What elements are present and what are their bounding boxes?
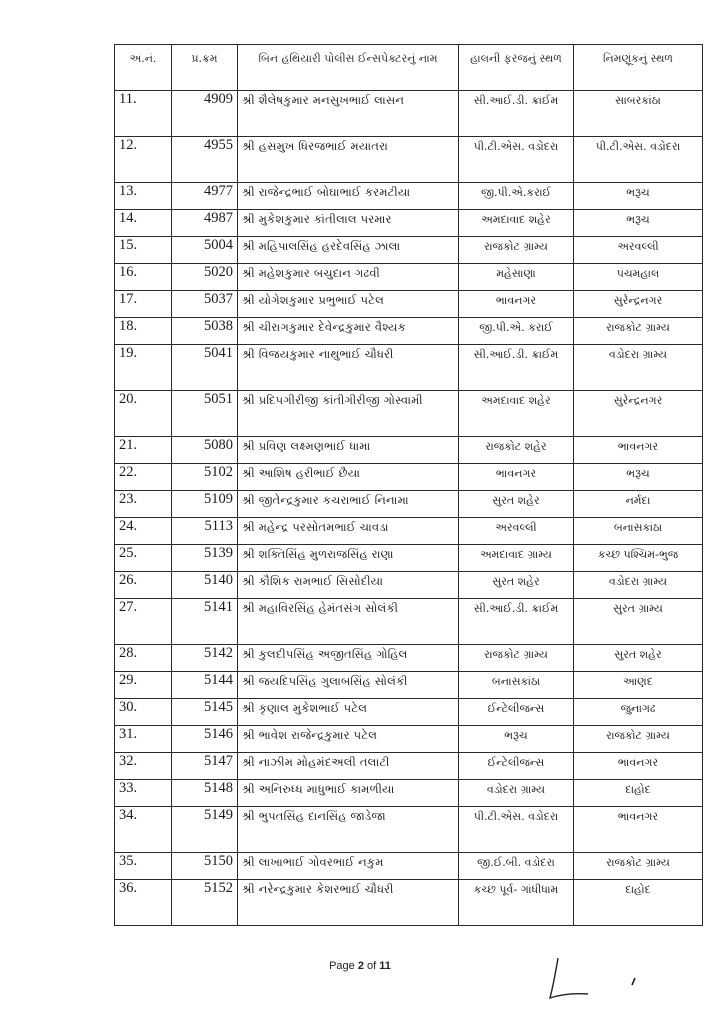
appointment-cell: સુરત ગ્રામ્ય	[574, 599, 703, 645]
serial-cell: 17.	[115, 291, 172, 318]
table-row	[115, 210, 703, 237]
table-row	[115, 545, 703, 572]
appointment-cell: સુરેન્દ્રનગર	[574, 391, 703, 437]
pkram-cell: 4987	[172, 210, 238, 237]
serial-cell: 31.	[115, 726, 172, 753]
table-row	[115, 91, 703, 137]
serial-cell: 19.	[115, 345, 172, 391]
serial-cell: 11.	[115, 91, 172, 137]
current-post-cell: સી.આઈ.ડી. ક્રાઈમ	[459, 345, 574, 391]
header-pkram: પ્ર.ક્રમ	[172, 45, 238, 91]
appointment-cell: ભાવનગર	[574, 437, 703, 464]
pkram-cell: 4977	[172, 183, 238, 210]
pkram-cell: 5102	[172, 464, 238, 491]
header-name: બિન હથિયારી પોલીસ ઈન્સપેક્ટરનું નામ	[238, 45, 459, 91]
serial-cell: 15.	[115, 237, 172, 264]
current-post-cell: વડોદરા ગ્રામ્ય	[459, 780, 574, 807]
page-current: 2	[357, 960, 364, 972]
pkram-cell: 5037	[172, 291, 238, 318]
name-cell: શ્રી રાજેન્દ્રભાઈ બોઘાભાઈ કરમટીયા	[238, 183, 459, 210]
appointment-cell: સુરત શહેર	[574, 645, 703, 672]
serial-cell: 26.	[115, 572, 172, 599]
pkram-cell: 5113	[172, 518, 238, 545]
serial-cell: 33.	[115, 780, 172, 807]
name-cell: શ્રી શક્તિસિંહ મુળરાજસિંહ રાણા	[238, 545, 459, 572]
current-post-cell: ભાવનગર	[459, 464, 574, 491]
name-cell: શ્રી મહાવિરસિંહ હેમંતસંગ સોલંકી	[238, 599, 459, 645]
current-post-cell: જી.પી.એ. કરાઈ	[459, 318, 574, 345]
table-header-row	[115, 45, 703, 91]
current-post-cell: ઈન્ટેલીજન્સ	[459, 699, 574, 726]
page-of: of	[363, 960, 380, 972]
name-cell: શ્રી ભુપતસિંહ દાનસિંહ જાડેજા	[238, 807, 459, 853]
current-post-cell: અમદાવાદ શહેર	[459, 210, 574, 237]
serial-cell: 18.	[115, 318, 172, 345]
pkram-cell: 5146	[172, 726, 238, 753]
current-post-cell: અરવલ્લી	[459, 518, 574, 545]
pkram-cell: 5150	[172, 853, 238, 880]
current-post-cell: પી.ટી.એસ. વડોદરા	[459, 137, 574, 183]
current-post-cell: અમદાવાદ ગ્રામ્ય	[459, 545, 574, 572]
table-row	[115, 345, 703, 391]
name-cell: શ્રી નાઝીમ મોહમંદઅલી તલાટી	[238, 753, 459, 780]
serial-cell: 13.	[115, 183, 172, 210]
pkram-cell: 5004	[172, 237, 238, 264]
table-row	[115, 518, 703, 545]
current-post-cell: કચ્છ પૂર્વ- ગાંધીધામ	[459, 880, 574, 926]
current-post-cell: જી.પી.એ.કરાઈ	[459, 183, 574, 210]
name-cell: શ્રી મહિપાલસિંહ હરદેવસિંહ ઝાલા	[238, 237, 459, 264]
appointment-cell: દાહોદ	[574, 780, 703, 807]
serial-cell: 28.	[115, 645, 172, 672]
pkram-cell: 5020	[172, 264, 238, 291]
appointment-cell: સાબરકાંઠા	[574, 91, 703, 137]
pkram-cell: 5038	[172, 318, 238, 345]
table-row	[115, 391, 703, 437]
name-cell: શ્રી કુલદીપસિંહ અજીતસિંહ ગોહિલ	[238, 645, 459, 672]
transfer-table	[114, 44, 703, 926]
serial-cell: 21.	[115, 437, 172, 464]
table-row	[115, 672, 703, 699]
serial-cell: 24.	[115, 518, 172, 545]
serial-cell: 16.	[115, 264, 172, 291]
appointment-cell: વડોદરા ગ્રામ્ય	[574, 345, 703, 391]
name-cell: શ્રી યોગેશકુમાર પ્રભુભાઈ પટેલ	[238, 291, 459, 318]
name-cell: શ્રી જીતેન્દ્રકુમાર કચરાભાઈ નિનામા	[238, 491, 459, 518]
serial-cell: 23.	[115, 491, 172, 518]
serial-cell: 30.	[115, 699, 172, 726]
name-cell: શ્રી ચીરાગકુમાર દેવેન્દ્રકુમાર વૈશ્યક	[238, 318, 459, 345]
name-cell: શ્રી મહેશકુમાર બચુદાન ગઢવી	[238, 264, 459, 291]
current-post-cell: સુરત શહેર	[459, 491, 574, 518]
header-appointment: નિમણૂંકનું સ્થળ	[574, 45, 703, 91]
pkram-cell: 5140	[172, 572, 238, 599]
table-row	[115, 699, 703, 726]
table-row	[115, 880, 703, 926]
name-cell: શ્રી મુકેશકુમાર કાંતીલાલ પરમાર	[238, 210, 459, 237]
pkram-cell: 5149	[172, 807, 238, 853]
appointment-cell: પી.ટી.એસ. વડોદરા	[574, 137, 703, 183]
appointment-cell: વડોદરા ગ્રામ્ય	[574, 572, 703, 599]
pkram-cell: 5152	[172, 880, 238, 926]
current-post-cell: ભાવનગર	[459, 291, 574, 318]
appointment-cell: દાહોદ	[574, 880, 703, 926]
pkram-cell: 5109	[172, 491, 238, 518]
page-prefix: Page	[329, 960, 358, 972]
table-row	[115, 291, 703, 318]
name-cell: શ્રી પ્રવિણ લક્ષ્મણભાઈ ધામા	[238, 437, 459, 464]
name-cell: શ્રી પ્રદિપગીરીજી કાંતીગીરીજી ગોસ્વામી	[238, 391, 459, 437]
serial-cell: 32.	[115, 753, 172, 780]
serial-cell: 20.	[115, 391, 172, 437]
appointment-cell: જુનાગઢ	[574, 699, 703, 726]
pkram-cell: 5148	[172, 780, 238, 807]
header-serial: અ.નં.	[115, 45, 172, 91]
pkram-cell: 5080	[172, 437, 238, 464]
appointment-cell: અરવલ્લી	[574, 237, 703, 264]
pkram-cell: 4955	[172, 137, 238, 183]
appointment-cell: ભાવનગર	[574, 753, 703, 780]
table-row	[115, 753, 703, 780]
table-body	[115, 91, 703, 926]
name-cell: શ્રી શૈલેષકુમાર મનસુખભાઈ લાસન	[238, 91, 459, 137]
table-row	[115, 264, 703, 291]
signature-mark	[540, 948, 640, 1008]
current-post-cell: જી.ઈ.બી. વડોદરા	[459, 853, 574, 880]
name-cell: શ્રી લાખાભાઈ ગોવરભાઈ નકુમ	[238, 853, 459, 880]
table-row	[115, 780, 703, 807]
serial-cell: 36.	[115, 880, 172, 926]
table-row	[115, 318, 703, 345]
current-post-cell: સી.આઈ.ડી. ક્રાઈમ	[459, 599, 574, 645]
table-row	[115, 437, 703, 464]
table-row	[115, 599, 703, 645]
table-row	[115, 645, 703, 672]
pkram-cell: 5147	[172, 753, 238, 780]
appointment-cell: રાજકોટ ગ્રામ્ય	[574, 318, 703, 345]
appointment-cell: રાજકોટ ગ્રામ્ય	[574, 726, 703, 753]
table-row	[115, 137, 703, 183]
current-post-cell: ઈન્ટેલીજન્સ	[459, 753, 574, 780]
appointment-cell: કચ્છ પશ્ચિમ-ભુજ	[574, 545, 703, 572]
name-cell: શ્રી કૌશિક રામભાઈ સિસોદીયા	[238, 572, 459, 599]
appointment-cell: રાજકોટ ગ્રામ્ય	[574, 853, 703, 880]
pkram-cell: 5142	[172, 645, 238, 672]
current-post-cell: રાજકોટ ગ્રામ્ય	[459, 237, 574, 264]
name-cell: શ્રી હસમુખ ધિરજભાઈ મયાતરા	[238, 137, 459, 183]
pkram-cell: 5051	[172, 391, 238, 437]
name-cell: શ્રી કૃણાલ મુકેશભાઈ પટેલ	[238, 699, 459, 726]
table-row	[115, 237, 703, 264]
appointment-cell: નર્મદા	[574, 491, 703, 518]
current-post-cell: અમદાવાદ શહેર	[459, 391, 574, 437]
table-row	[115, 491, 703, 518]
appointment-cell: ભાવનગર	[574, 807, 703, 853]
serial-cell: 14.	[115, 210, 172, 237]
current-post-cell: બનાસકાંઠા	[459, 672, 574, 699]
name-cell: શ્રી વિજયકુમાર નાથુભાઈ ચૌધરી	[238, 345, 459, 391]
current-post-cell: ભરૂચ	[459, 726, 574, 753]
current-post-cell: સુરત શહેર	[459, 572, 574, 599]
name-cell: શ્રી અનિરુધ્ધ માધુભાઈ કામળીયા	[238, 780, 459, 807]
pkram-cell: 5141	[172, 599, 238, 645]
table-row	[115, 807, 703, 853]
table-row	[115, 464, 703, 491]
page-total: 11	[379, 960, 391, 972]
appointment-cell: ભરૂચ	[574, 183, 703, 210]
table-row	[115, 572, 703, 599]
current-post-cell: સી.આઈ.ડી. ક્રાઈમ	[459, 91, 574, 137]
pkram-cell: 5144	[172, 672, 238, 699]
current-post-cell: પી.ટી.એસ. વડોદરા	[459, 807, 574, 853]
table-row	[115, 726, 703, 753]
current-post-cell: મહેસાણા	[459, 264, 574, 291]
current-post-cell: રાજકોટ શહેર	[459, 437, 574, 464]
table-row	[115, 183, 703, 210]
serial-cell: 22.	[115, 464, 172, 491]
appointment-cell: ભરૂચ	[574, 464, 703, 491]
current-post-cell: રાજકોટ ગ્રામ્ય	[459, 645, 574, 672]
name-cell: શ્રી મહેન્દ્ર પરસોતમભાઈ ચાવડા	[238, 518, 459, 545]
serial-cell: 35.	[115, 853, 172, 880]
serial-cell: 25.	[115, 545, 172, 572]
table-row	[115, 853, 703, 880]
name-cell: શ્રી આશિષ હરીભાઈ છૈયા	[238, 464, 459, 491]
pkram-cell: 4909	[172, 91, 238, 137]
name-cell: શ્રી નરેન્દ્રકુમાર કેશરભાઈ ચૌધરી	[238, 880, 459, 926]
name-cell: શ્રી જયદિપસિંહ ગુલાબસિંહ સોલંકી	[238, 672, 459, 699]
appointment-cell: આણંદ	[574, 672, 703, 699]
pkram-cell: 5041	[172, 345, 238, 391]
pkram-cell: 5139	[172, 545, 238, 572]
serial-cell: 34.	[115, 807, 172, 853]
appointment-cell: પંચમહાલ	[574, 264, 703, 291]
header-current-post: હાલની ફરજનું સ્થળ	[459, 45, 574, 91]
serial-cell: 29.	[115, 672, 172, 699]
appointment-cell: ભરૂચ	[574, 210, 703, 237]
serial-cell: 27.	[115, 599, 172, 645]
name-cell: શ્રી ભાવેશ રાજેન્દ્રકુમાર પટેલ	[238, 726, 459, 753]
appointment-cell: સુરેન્દ્રનગર	[574, 291, 703, 318]
pkram-cell: 5145	[172, 699, 238, 726]
appointment-cell: બનાસકાંઠા	[574, 518, 703, 545]
serial-cell: 12.	[115, 137, 172, 183]
